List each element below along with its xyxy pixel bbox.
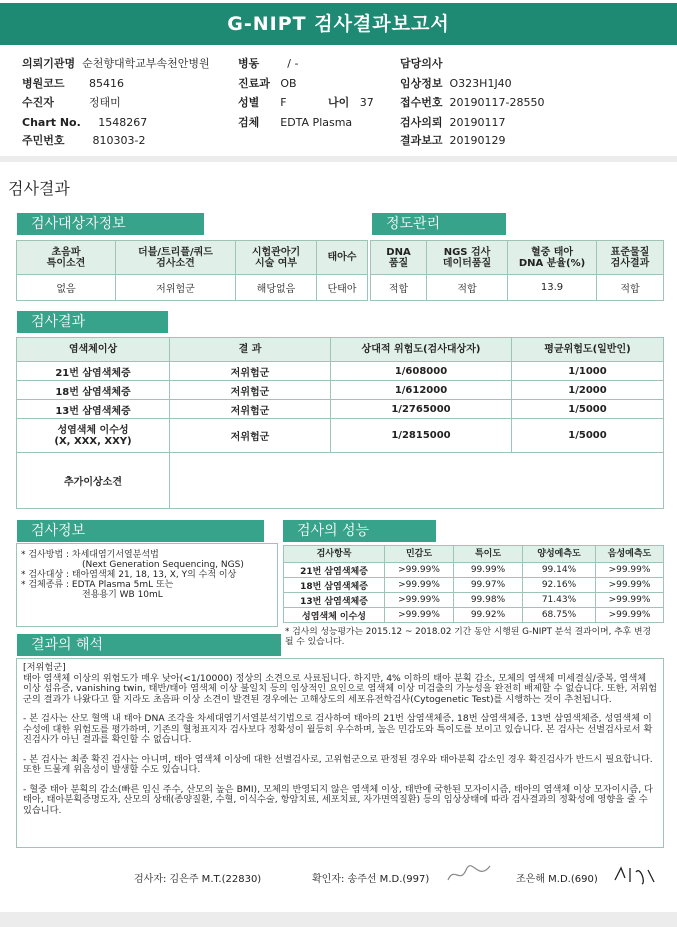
results-cell: 1/1000 [512, 362, 664, 381]
qc-header-fraction: 혈중 태아 DNA 분율(%) [508, 241, 597, 275]
additional-findings-label: 추가이상소견 [17, 453, 170, 509]
patient-row [22, 96, 121, 110]
perf-cell: 68.75% [523, 608, 596, 623]
section-title: 검사결과 [8, 179, 70, 198]
confirmer1-signature: 확인자: 송주선 M.D.(997) [312, 874, 430, 885]
clinical-value: O323H1J40 [449, 77, 512, 90]
qc-table [370, 240, 664, 301]
perf-cell: 99.99% [454, 563, 523, 578]
results-cell: 18번 삼염색체증 [17, 381, 170, 400]
footer-bar [0, 912, 677, 927]
patient-label: 수진자 [22, 96, 54, 109]
table-row [284, 578, 664, 593]
qc-header-ngs: NGS 검사 데이터품질 [427, 241, 508, 275]
results-header-relative-risk: 상대적 위험도(검사대상자) [331, 338, 512, 362]
interpretation-tab: 결과의 해석 [17, 634, 281, 656]
results-cell: 1/2815000 [331, 419, 512, 453]
department-value: OB [280, 77, 297, 90]
hospital-code-label: 병원코드 [22, 77, 65, 90]
additional-findings-value [170, 453, 664, 509]
results-cell: 1/2765000 [331, 400, 512, 419]
table-row [284, 563, 664, 578]
perf-cell: >99.99% [385, 563, 454, 578]
perf-cell: 21번 삼염색체증 [284, 563, 385, 578]
target-header-fetus: 태아수 [317, 241, 368, 275]
hospital-code-value: 85416 [89, 77, 124, 90]
perf-cell: >99.99% [596, 593, 664, 608]
institution-row [22, 57, 210, 71]
test-info-target: * 검사대상 : 태아염색체 21, 18, 13, X, Y의 수적 이상 [21, 570, 237, 580]
table-row [17, 419, 664, 453]
results-cell: 1/5000 [512, 400, 664, 419]
age-value: 37 [359, 96, 374, 109]
qc-value-ngs: 적합 [427, 275, 508, 301]
perf-cell: >99.99% [596, 563, 664, 578]
results-header-abnormality: 염색체이상 [17, 338, 170, 362]
perf-cell: 18번 삼염색체증 [284, 578, 385, 593]
tester-signature: 검사자: 김은주 M.T.(22830) [134, 874, 262, 885]
performance-tab: 검사의 성능 [283, 520, 436, 542]
department-row [238, 77, 297, 91]
resident-row [22, 134, 145, 148]
age-label: 나이 [328, 96, 350, 109]
table-row [17, 362, 664, 381]
interpretation-p1: 태아 염색체 이상의 위험도가 매우 낮아(<1/10000) 정상의 소견으로 사료됩니다. 하지만, 4% 이하의 태아 분획 감소, 모체의 염색체 미세결실/중복, 염색체 이상 섬유증, vanishing twin, 태반/태아 염색체 이상 불일치 등의 임상적인 요인으로 염색체 이상 미검출의 가능성을 완전히 배제할 수 없습니다. 또한, 저위험군의 결과가 나왔다고 할 지라도 초음파 이상 소견이 발견된 경우에는 고해상도의 세포유전학검사(Cytogenetic Test)를 시행하는 것이 추천됩니다. [23, 672, 657, 705]
results-cell: 1/608000 [331, 362, 512, 381]
perf-cell: >99.99% [596, 578, 664, 593]
test-info-method-en: (Next Generation Sequencing, NGS) [82, 560, 244, 570]
qc-header-dna: DNA 품질 [371, 241, 427, 275]
sex-value: F [280, 96, 287, 109]
patient-value: 정태미 [88, 96, 121, 109]
interpretation-p2: - 본 검사는 산모 혈액 내 태아 DNA 조각을 차세대염기서열분석기법으로 검사하여 태아의 21번 삼염색체증, 18번 삼염색체증, 13번 삼염색체증, 성염색체 이수성에 대한 위험도를 평가하며, 기존의 혈청표지자 검사보다 정확성이 월등히 우수하며, 높은 민감도와 특이도를 보이고 있습니다. 본 검사는 선별검사로서 확진검사가 아닌 결과를 확인할 수 없습니다. [23, 713, 653, 745]
sex-row [238, 96, 287, 110]
handwritten-signature-2-icon [612, 862, 658, 888]
qc-value-fraction: 13.9 [508, 275, 597, 301]
interpretation-box [16, 658, 664, 848]
interpretation-p3: - 본 검사는 최종 확진 검사는 아니며, 태아 염색체 이상에 대한 선별검사로, 고위험군으로 판정된 경우와 태아분획 감소인 경우 확진검사가 반드시 필요합니다. 또한 드물게 위음성이 발생할 수도 있습니다. [23, 753, 653, 775]
perf-cell: 99.98% [454, 593, 523, 608]
request-value: 20190117 [449, 116, 506, 129]
sex-label: 성별 [238, 96, 260, 109]
resident-value: 810303-2 [92, 134, 146, 147]
results-cell: 21번 삼염색체증 [17, 362, 170, 381]
report-date-value: 20190129 [449, 134, 506, 147]
target-value-screening: 저위험군 [116, 275, 236, 301]
receipt-row [400, 96, 544, 110]
target-info-tab: 검사대상자정보 [17, 213, 204, 235]
chart-row [22, 116, 147, 130]
doctor-row [400, 57, 450, 71]
qc-header-standard: 표준물질 검사결과 [597, 241, 664, 275]
test-info-specimen: * 검체종류 : EDTA Plasma 5mL 또는 [21, 580, 174, 590]
qc-value-dna: 적합 [371, 275, 427, 301]
table-row [284, 593, 664, 608]
clinical-row [400, 77, 512, 91]
perf-header-ppv: 양성예측도 [523, 546, 596, 563]
results-cell: 저위험군 [170, 381, 331, 400]
perf-header-item: 검사항목 [284, 546, 385, 563]
perf-cell: 13번 삼염색체증 [284, 593, 385, 608]
request-label: 검사의뢰 [400, 116, 443, 129]
clinical-label: 임상정보 [400, 77, 443, 90]
table-row [17, 400, 664, 419]
perf-cell: >99.99% [596, 608, 664, 623]
confirmer2-signature: 조은해 M.D.(690) [516, 874, 598, 885]
perf-cell: 99.92% [454, 608, 523, 623]
doctor-label: 담당의사 [400, 57, 443, 70]
institution-label: 의뢰기관명 [22, 57, 76, 70]
age-row [328, 96, 374, 110]
target-value-ultrasound: 없음 [17, 275, 116, 301]
perf-header-npv: 음성예측도 [596, 546, 664, 563]
specimen-label: 검체 [238, 116, 260, 129]
qc-value-standard: 적합 [597, 275, 664, 301]
results-cell: 성염색체 이수성 (X, XXX, XXY) [17, 419, 170, 453]
results-header-result: 결 과 [170, 338, 331, 362]
request-row [400, 116, 506, 130]
interpretation-heading: [저위험군] [23, 662, 66, 673]
qc-tab: 정도관리 [372, 213, 506, 235]
target-value-ivf: 해당없음 [236, 275, 317, 301]
institution-value: 순천향대학교부속천안병원 [82, 57, 210, 70]
perf-header-sensitivity: 민감도 [385, 546, 454, 563]
ward-value: / - [287, 57, 299, 70]
table-row [17, 453, 664, 509]
receipt-value: 20190117-28550 [449, 96, 545, 109]
performance-table [283, 545, 664, 623]
perf-cell: 99.97% [454, 578, 523, 593]
table-row [284, 608, 664, 623]
perf-cell: 71.43% [523, 593, 596, 608]
report-date-row [400, 134, 506, 148]
specimen-row [238, 116, 352, 130]
perf-header-specificity: 특이도 [454, 546, 523, 563]
target-header-screening: 더블/트리플/쿼드 검사소견 [116, 241, 236, 275]
report-date-label: 결과보고 [400, 134, 443, 147]
performance-note: * 검사의 성능평가는 2015.12 ~ 2018.02 기간 동안 시행된 G-NIPT 분석 결과이며, 추후 변경될 수 있습니다. [285, 627, 651, 647]
results-cell: 1/5000 [512, 419, 664, 453]
results-cell: 저위험군 [170, 362, 331, 381]
chart-label: Chart No. [22, 116, 81, 129]
target-header-ivf: 시험관아기 시술 여부 [236, 241, 317, 275]
interpretation-p4: - 혈중 태아 분획의 감소(빠른 임신 주수, 산모의 높은 BMI), 모체의 반영되지 않은 염색체 이상, 태반에 국한된 모자이시즘, 태아의 염색체 이상 모자이시즘, 다태아, 태아분획증명도자, 산모의 상태(종양질환, 수혈, 이식수술, 항암치료, 세포치료, 자가면역질환) 등의 임상상태에 따라 검사결과의 정확성에 영향을 줄 수 있습니다. [23, 783, 653, 816]
perf-cell: >99.99% [385, 608, 454, 623]
perf-cell: >99.99% [385, 593, 454, 608]
ward-row [238, 57, 298, 71]
test-info-method: * 검사방법 : 차세대염기서열분석법 [21, 550, 159, 560]
results-cell: 저위험군 [170, 419, 331, 453]
target-info-table [16, 240, 368, 301]
perf-cell: >99.99% [385, 578, 454, 593]
report-title: G-NIPT 검사결과보고서 [0, 3, 677, 45]
header-divider [0, 156, 677, 162]
results-cell: 13번 삼염색체증 [17, 400, 170, 419]
results-cell: 1/2000 [512, 381, 664, 400]
test-info-box [16, 543, 278, 627]
test-info-tab: 검사정보 [17, 520, 264, 542]
results-cell: 저위험군 [170, 400, 331, 419]
results-tab: 검사결과 [17, 311, 168, 333]
perf-cell: 92.16% [523, 578, 596, 593]
receipt-label: 접수번호 [400, 96, 443, 109]
results-cell: 1/612000 [331, 381, 512, 400]
resident-label: 주민번호 [22, 134, 65, 147]
department-label: 진료과 [238, 77, 270, 90]
target-header-ultrasound: 초음파 특이소견 [17, 241, 116, 275]
results-header-average-risk: 평균위험도(일반인) [512, 338, 664, 362]
chart-value: 1548267 [98, 116, 148, 129]
table-row [17, 381, 664, 400]
test-info-specimen-alt: 전용용기 WB 10mL [82, 590, 163, 600]
ward-label: 병동 [238, 57, 260, 70]
hospital-code-row [22, 77, 124, 91]
specimen-value: EDTA Plasma [280, 116, 353, 129]
perf-cell: 성염색체 이수성 [284, 608, 385, 623]
results-table [16, 337, 664, 509]
perf-cell: 99.14% [523, 563, 596, 578]
handwritten-signature-1-icon [444, 860, 494, 888]
target-value-fetus: 단태아 [317, 275, 368, 301]
